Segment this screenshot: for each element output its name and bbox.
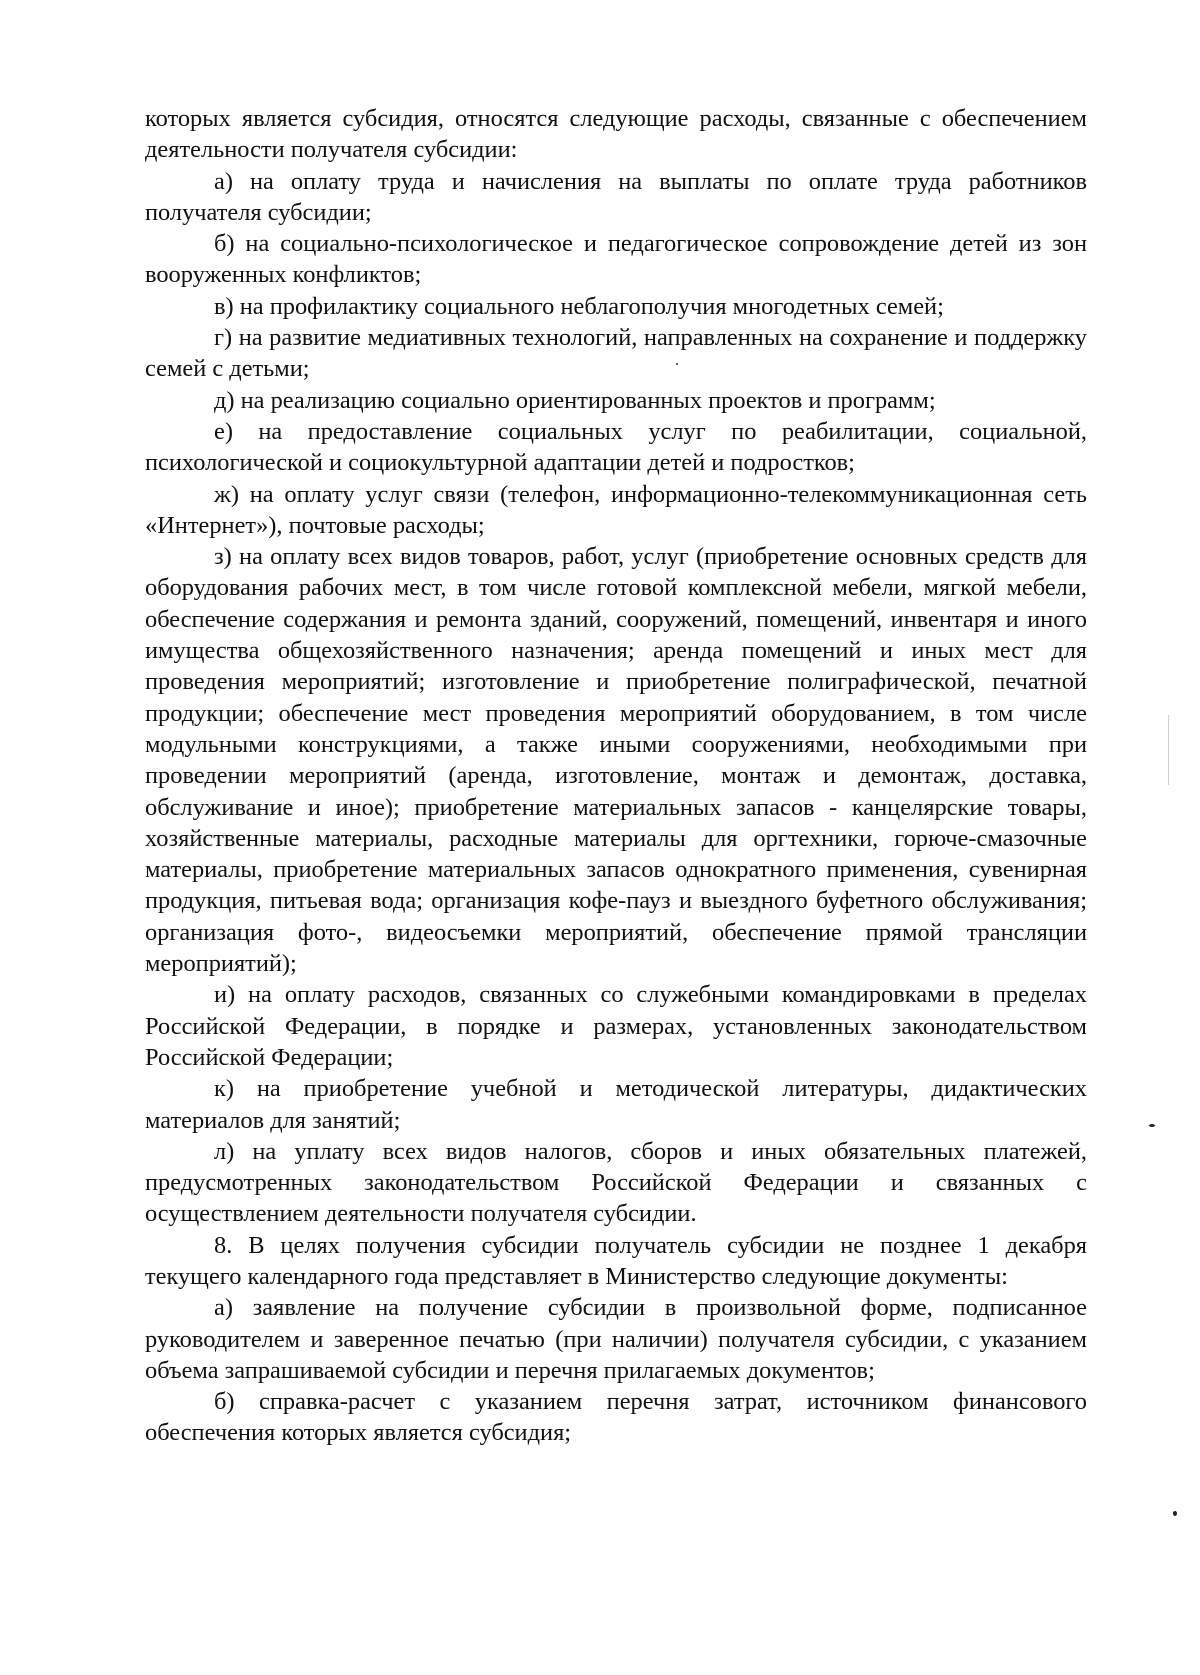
paragraph-intro: которых является субсидия, относятся следующие расходы, связанные с обеспечением деятельности получателя субсидии: bbox=[145, 105, 1087, 164]
paragraph-item-i: и) на оплату расходов, связанных со служебными командировками в пределах Российской Федерации, в порядке и размерах, установленных законодательством Российской Федерации; bbox=[145, 981, 1087, 1071]
scan-artifact-speck bbox=[676, 363, 678, 365]
document-body bbox=[145, 103, 1087, 1449]
paragraph-item-b: б) на социально-психологическое и педагогическое сопровождение детей из зон вооруженных конфликтов; bbox=[145, 230, 1087, 289]
paragraph-item-e: е) на предоставление социальных услуг по реабилитации, социальной, психологической и социокультурной адаптации детей и подростков; bbox=[145, 417, 1087, 477]
paragraph-doc-a: а) заявление на получение субсидии в произвольной форме, подписанное руководителем и заверенное печатью (при наличии) получателя субсидии, с указанием объема запрашиваемой субсидии и перечня прилагаемых документов; bbox=[145, 1294, 1087, 1384]
paragraph-item-k: к) на приобретение учебной и методической литературы, дидактических материалов для занятий; bbox=[145, 1075, 1087, 1134]
paragraph-doc-b: б) справка-расчет с указанием перечня затрат, источником финансового обеспечения которых является субсидия; bbox=[145, 1388, 1087, 1447]
paragraph-item-zh: ж) на оплату услуг связи (телефон, информационно-телекоммуникационная сеть «Интернет»), почтовые расходы; bbox=[145, 480, 1087, 539]
paragraph-item-g: г) на развитие медиативных технологий, направленных на сохранение и поддержку семей с детьми; bbox=[145, 324, 1087, 383]
paragraph-item-v: в) на профилактику социального неблагополучия многодетных семей; bbox=[214, 292, 944, 320]
paragraph-item-z: з) на оплату всех видов товаров, работ, услуг (приобретение основных средств для оборудования рабочих мест, в том числе готовой комплексной мебели, мягкой мебели, обеспечение содержания и ремонта зданий, сооружений, помещений, инвентаря и иного имущества общехозяйственного назначения; аренда помещений и иных мест для проведения мероприятий; изготовление и приобретение полиграфической, печатной продукции; обеспечение мест проведения мероприятий оборудованием, в том числе модульными конструкциями, а также иными сооружениями, необходимыми при проведении мероприятий (аренда, изготовление, монтаж и демонтаж, доставка, обслуживание и иное); приобретение материальных запасов - канцелярские товары, хозяйственные материалы, расходные материалы для оргтехники, горюче-смазочные материалы, приобретение материальных запасов однократного применения, сувенирная продукция, питьевая вода; организация кофе-пауз и выездного буфетного обслуживания; организация фото-, видеосъемки мероприятий, обеспечение прямой трансляции мероприятий); bbox=[145, 543, 1087, 978]
paragraph-item-l: л) на уплату всех видов налогов, сборов и иных обязательных платежей, предусмотренных законодательством Российской Федерации и связанных с осуществлением деятельности получателя субсидии. bbox=[145, 1137, 1087, 1228]
scan-artifact-speck bbox=[1173, 1511, 1177, 1516]
scan-artifact-line bbox=[1168, 715, 1169, 785]
paragraph-item-a: а) на оплату труда и начисления на выплаты по оплате труда работников получателя субсидии; bbox=[145, 167, 1087, 226]
paragraph-clause-8: 8. В целях получения субсидии получатель субсидии не позднее 1 декабря текущего календарного года представляет в Министерство следующие документы: bbox=[145, 1231, 1087, 1290]
paragraph-item-d: д) на реализацию социально ориентированных проектов и программ; bbox=[214, 386, 936, 414]
scan-artifact-speck bbox=[1149, 1124, 1155, 1127]
